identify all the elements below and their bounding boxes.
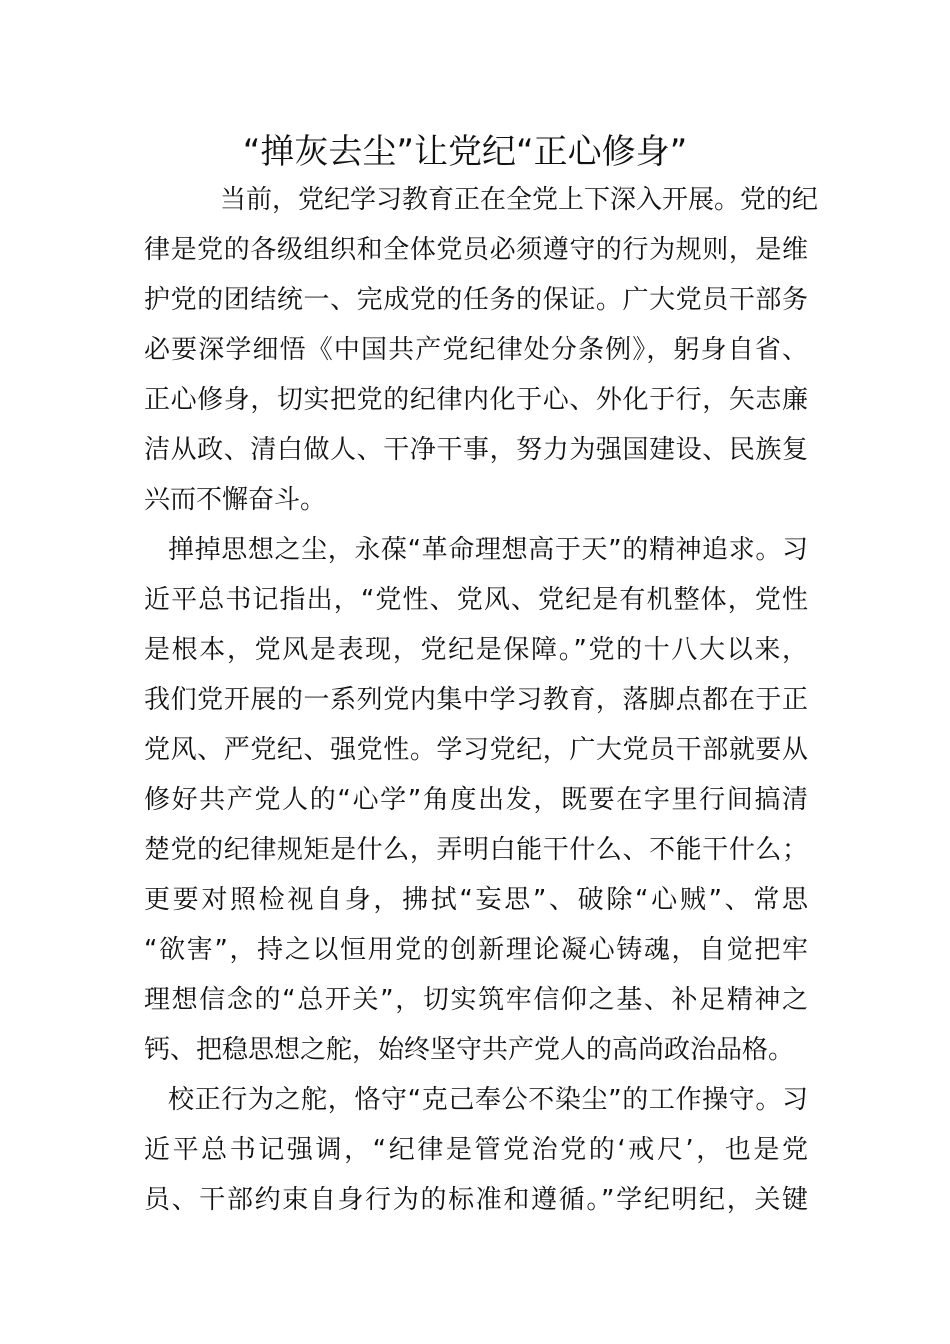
paragraph-2-line-7: 楚党的纪律规矩是什么，弄明白能干什么、不能干什么；: [144, 835, 808, 865]
paragraph-1-line-4: 必要深学细悟《中国共产党纪律处分条例》，躬身自省、: [144, 335, 808, 365]
paragraph-1-line-5: 正心修身，切实把党的纪律内化于心、外化于行，矢志廉: [144, 385, 808, 415]
paragraph-2-line-8: 更要对照检视自身，拂拭“妄思”、破除“心贼”、常思: [144, 885, 808, 915]
paragraph-1-line-7: 兴而不懈奋斗。: [144, 485, 327, 515]
paragraph-2-line-1: 掸掉思想之尘，永葆“革命理想高于天”的精神追求。习: [168, 535, 808, 565]
paragraph-2-line-2: 近平总书记指出，“党性、党风、党纪是有机整体，党性: [144, 585, 808, 615]
paragraph-2-line-4: 我们党开展的一系列党内集中学习教育，落脚点都在于正: [144, 685, 808, 715]
paragraph-1-line-2: 律是党的各级组织和全体党员必须遵守的行为规则，是维: [144, 235, 808, 265]
paragraph-2-line-9: “欲害”，持之以恒用党的创新理论凝心铸魂，自觉把牢: [144, 935, 808, 965]
article-body: [144, 175, 819, 1225]
paragraph-1-line-6: 洁从政、清白做人、干净干事，努力为强国建设、民族复: [144, 435, 808, 465]
paragraph-3-line-2: 近平总书记强调，“纪律是管党治党的‘戒尺’，也是党: [144, 1135, 808, 1165]
paragraph-2-line-11: 钙、把稳思想之舵，始终坚守共产党人的高尚政治品格。: [144, 1035, 795, 1065]
paragraph-2-line-6: 修好共产党人的“心学”角度出发，既要在字里行间搞清: [144, 785, 808, 815]
paragraph-2-line-3: 是根本，党风是表现，党纪是保障。”党的十八大以来，: [144, 635, 808, 665]
paragraph-3-line-1: 校正行为之舵，恪守“克己奉公不染尘”的工作操守。习: [168, 1085, 808, 1115]
paragraph-2-line-10: 理想信念的“总开关”，切实筑牢信仰之基、补足精神之: [144, 985, 808, 1015]
paragraph-3-line-3: 员、干部约束自身行为的标准和遵循。”学纪明纪，关键: [144, 1185, 808, 1215]
paragraph-1-line-1: 当前，党纪学习教育正在全党上下深入开展。党的纪: [220, 185, 819, 215]
paragraph-2-line-5: 党风、严党纪、强党性。学习党纪，广大党员干部就要从: [144, 735, 808, 765]
article-title: “掸灰去尘”让党纪“正心修身”: [242, 132, 688, 172]
paragraph-1-line-3: 护党的团结统一、完成党的任务的保证。广大党员干部务: [144, 285, 808, 315]
